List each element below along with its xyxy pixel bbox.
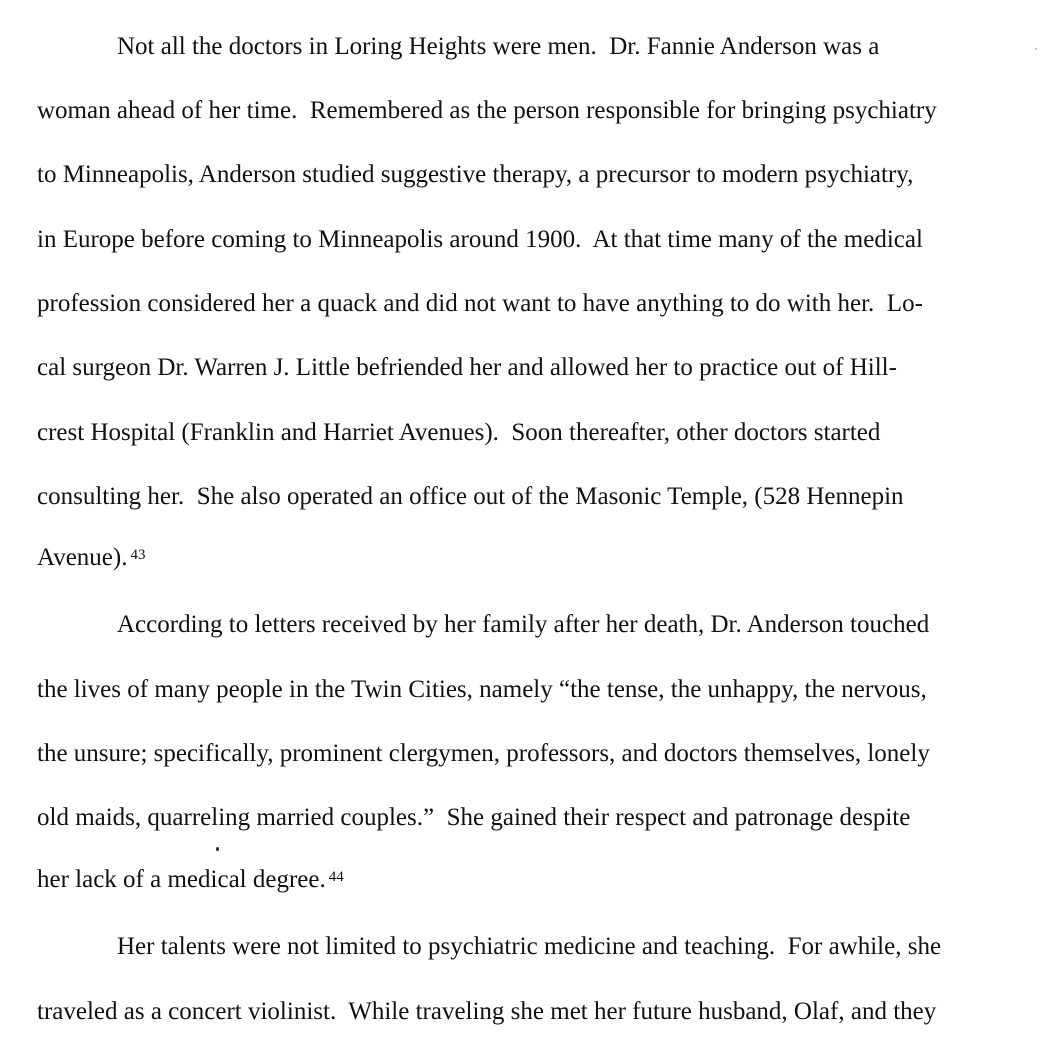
scan-speck: [1035, 48, 1037, 50]
paragraph-1-line-8: consulting her. She also operated an office out of the Masonic Temple, (528 Hennepin: [37, 483, 904, 510]
scan-speck: [216, 847, 219, 851]
footnote-44: 44: [328, 869, 344, 885]
paragraph-1-line-7: crest Hospital (Franklin and Harriet Avenues). Soon thereafter, other doctors started: [37, 419, 881, 446]
paragraph-1-line-9: [37, 543, 145, 576]
paragraph-3-line-2: traveled as a concert violinist. While traveling she met her future husband, Olaf, and they: [37, 998, 937, 1025]
paragraph-1-line-4: in Europe before coming to Minneapolis around 1900. At that time many of the medical: [37, 226, 923, 253]
paragraph-2-last-text: her lack of a medical degree.: [37, 866, 326, 893]
paragraph-2-line-2: the lives of many people in the Twin Cities, namely “the tense, the unhappy, the nervous,: [37, 676, 927, 703]
paragraph-2-line-4: old maids, quarreling married couples.” She gained their respect and patronage despite: [37, 804, 911, 831]
paragraph-1-line-3: to Minneapolis, Anderson studied suggestive therapy, a precursor to modern psychiatry,: [37, 161, 914, 188]
paragraph-3-line-1: Her talents were not limited to psychiatric medicine and teaching. For awhile, she: [117, 933, 942, 960]
paragraph-1-last-text: Avenue).: [37, 544, 128, 571]
paragraph-1-line-2: woman ahead of her time. Remembered as the person responsible for bringing psychiatry: [37, 97, 937, 124]
footnote-43: 43: [130, 547, 146, 563]
paragraph-2-line-3: the unsure; specifically, prominent clergymen, professors, and doctors themselves, lonely: [37, 740, 930, 767]
paragraph-2-line-5: [37, 865, 344, 898]
paragraph-1-line-1: Not all the doctors in Loring Heights were men. Dr. Fannie Anderson was a: [117, 33, 880, 60]
paragraph-1-line-6: cal surgeon Dr. Warren J. Little befriended her and allowed her to practice out of Hill-: [37, 354, 897, 381]
paragraph-2-line-1: According to letters received by her family after her death, Dr. Anderson touched: [117, 611, 930, 638]
paragraph-1-line-5: profession considered her a quack and did not want to have anything to do with her. Lo-: [37, 290, 923, 317]
